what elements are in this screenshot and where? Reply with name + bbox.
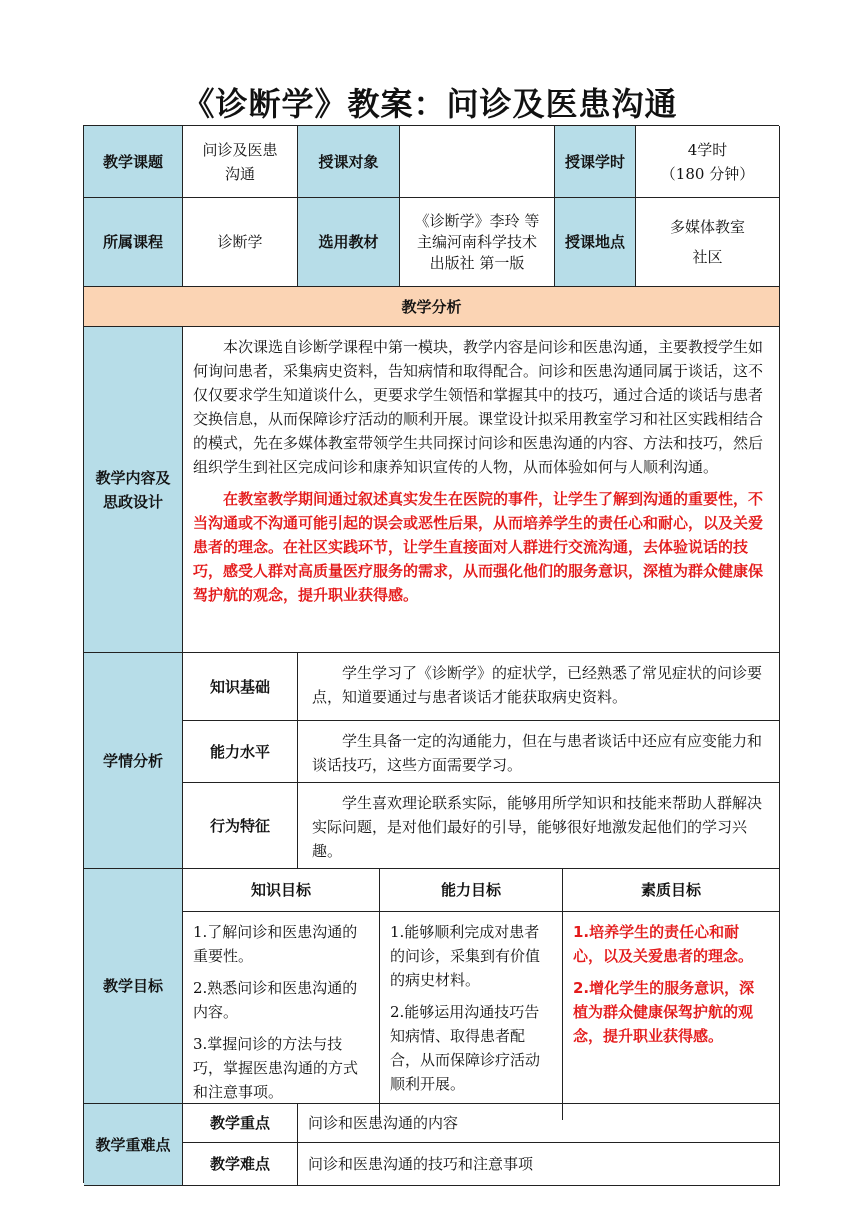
location-line1: 多媒体教室 (669, 218, 745, 236)
textbook-value: 《诊断学》李玲 等主编河南科学技术出版社 第一版 (400, 198, 555, 287)
content-para2: 在教室教学期间通过叙述真实发生在医院的事件，让学生了解到沟通的重要性，不当沟通或不沟通可能引起的误会或恶性后果，从而培养学生的责任心和耐心，以及关爱患者的理念。在社区实践环节，让学生直接面对人群进行交流沟通，去体验说话的技巧，感受人群对高质量医疗服务的需求，从而强化他们的服务意识，深植为群众健康保驾护航的观念，提升职业获得感。 (193, 490, 764, 604)
hours-label: 授课学时 (555, 126, 636, 198)
location-value (636, 198, 780, 287)
ability-goal-header: 能力目标 (380, 869, 563, 911)
content-label: 教学内容及思政设计 (84, 327, 183, 653)
quality-goal-list (563, 912, 779, 1120)
knowledge-goal-item: 2.熟悉问诊和医患沟通的内容。 (193, 979, 358, 1021)
goals-header-row (183, 869, 780, 912)
knowledge-goal-list (183, 912, 380, 1120)
topic-value: 问诊及医患沟通 (183, 126, 298, 198)
quality-goal-item: 2.增化学生的服务意识，深植为群众健康保驾护航的观念，提升职业获得感。 (573, 979, 755, 1045)
quality-goal-header: 素质目标 (640, 881, 701, 899)
content-para1: 本次课选自诊断学课程中第一模块，教学内容是问诊和医患沟通，主要教授学生如何询问患者，采集病史资料，告知病情和取得配合。问诊和医患沟通同属于谈话，这不仅仅要求学生知道谈什么，更要求学生领悟和掌握其中的技巧，通过合适的谈话与患者交换信息，从而保障诊疗活动的顺利开展。课堂设计拟采用教室学习和社区实践相结合的模式，先在多媒体教室带领学生共同探讨问诊和医患沟通的内容、方法和技巧，然后组织学生到社区完成问诊和康养知识宣传的人物，从而体验如何与人顺利沟通。 (193, 338, 764, 476)
difficult-point-text: 问诊和医患沟通的技巧和注意事项 (298, 1143, 780, 1186)
ability-goal-item: 2.能够运用沟通技巧告知病情、取得患者配合，从而保障诊疗活动顺利开展。 (390, 1003, 541, 1093)
page-title: 《诊断学》教案：问诊及医患沟通 (182, 85, 678, 123)
hours-line1: 4学时 (687, 140, 728, 159)
behavior-text (298, 783, 780, 869)
goals-label: 教学目标 (84, 869, 183, 1104)
ability-goal-list (380, 912, 563, 1120)
learner-label: 学情分析 (84, 653, 183, 869)
quality-goal-item: 1.培养学生的责任心和耐心，以及关爱患者的理念。 (573, 923, 754, 965)
hours-line2: （180 分钟） (660, 164, 755, 183)
lesson-plan-table (83, 125, 779, 1183)
topic-label: 教学课题 (84, 126, 183, 198)
difficult-point-label: 教学难点 (183, 1143, 298, 1186)
course-label: 所属课程 (84, 198, 183, 287)
course-value: 诊断学 (183, 198, 298, 287)
knowledge-goal-header: 知识目标 (183, 869, 380, 911)
textbook-label: 选用教材 (298, 198, 400, 287)
ability-level-text (298, 721, 780, 783)
behavior-para: 学生喜欢理论联系实际，能够用所学知识和技能来帮助人群解决实际问题，是对他们最好的引导，能够很好地激发起他们的学习兴趣。 (312, 794, 763, 860)
key-point-text: 问诊和医患沟通的内容 (298, 1104, 780, 1143)
knowledge-goal-item: 3.掌握问诊的方法与技巧，掌握医患沟通的方式和注意事项。 (193, 1035, 359, 1101)
knowledge-base-text (298, 653, 780, 721)
ability-level-para: 学生具备一定的沟通能力，但在与患者谈话中还应有应变能力和谈话技巧，这些方面需要学习。 (312, 732, 763, 774)
audience-label: 授课对象 (298, 126, 400, 198)
ability-goal-item: 1.能够顺利完成对患者的问诊，采集到有价值的病史材料。 (390, 923, 541, 989)
location-line2: 社区 (692, 248, 723, 266)
hours-value (636, 126, 780, 198)
knowledge-base-label: 知识基础 (183, 653, 298, 721)
content-description (183, 327, 780, 653)
behavior-label: 行为特征 (183, 783, 298, 869)
audience-value (400, 126, 555, 198)
ability-level-label: 能力水平 (183, 721, 298, 783)
knowledge-goal-item: 1.了解问诊和医患沟通的重要性。 (193, 923, 358, 965)
knowledge-base-para: 学生学习了《诊断学》的症状学，已经熟悉了常见症状的问诊要点，知道要通过与患者谈话才能获取病史资料。 (312, 664, 763, 706)
keypoints-label: 教学重难点 (84, 1104, 183, 1186)
location-label: 授课地点 (555, 198, 636, 287)
key-point-label: 教学重点 (183, 1104, 298, 1143)
goals-body-row (183, 912, 780, 1104)
analysis-header: 教学分析 (84, 287, 780, 327)
